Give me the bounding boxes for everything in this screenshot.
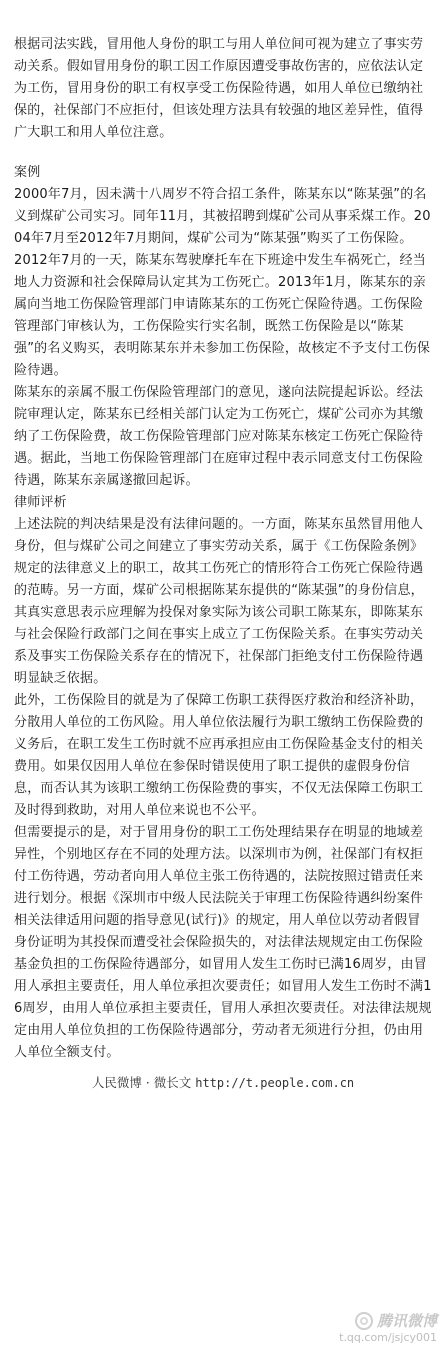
commentary-heading: 律师评析 xyxy=(14,495,67,510)
source-footer xyxy=(14,1074,432,1092)
watermark-title: 腾讯微博 xyxy=(376,1312,437,1330)
tencent-weibo-logo-icon xyxy=(355,1312,373,1330)
source-url[interactable]: http://t.people.com.cn xyxy=(195,1076,355,1090)
source-label: 人民微博 · 微长文 xyxy=(91,1075,192,1090)
watermark-url: t.qq.com/jsjcy001 xyxy=(339,1331,437,1344)
commentary-paragraph-1: 上述法院的判决结果是没有法律问题的。一方面，陈某东虽然冒用他人身份，但与煤矿公司之间建立了事实劳动关系，属于《工伤保险条例》规定的法律意义上的职工，故其工伤死亡的情形符合工伤死亡保险待遇的范畴。另一方面，煤矿公司根据陈某东提供的“陈某强”的身份信息，其真实意思表示应理解为投保对象实际为该公司职工陈某东，即陈某东与社会保险行政部门之间在事实上成立了工伤保险关系。在事实劳动关系及事实工伤保险关系存在的情况下，社保部门拒绝支付工伤保险待遇明显缺乏依据。 xyxy=(14,517,424,686)
section-gap xyxy=(14,144,432,162)
case-paragraph-2: 2012年7月的一天，陈某东驾驶摩托车在下班途中发生车祸死亡，经当地人力资源和社会保障局认定其为工伤死亡。2013年1月，陈某东的亲属向当地工伤保险管理部门申请陈某东的工伤死亡保险待遇。工伤保险管理部门审核认为，工伤保险实行实名制，既然工伤保险是以“陈某强”的名义购买，表明陈某东并未参加工伤保险，故核定不予支付工伤保险待遇。 xyxy=(14,253,431,378)
case-paragraph-3: 陈某东的亲属不服工伤保险管理部门的意见，遂向法院提起诉讼。经法院审理认定，陈某东已经相关部门认定为工伤死亡，煤矿公司亦为其缴纳了工伤保险费，故工伤保险管理部门应对陈某东核定工伤死亡保险待遇。据此，当地工伤保险管理部门在庭审过程中表示同意支付工伤保险待遇，陈某东亲属遂撤回起诉。 xyxy=(14,385,424,488)
commentary-paragraph-2: 此外，工伤保险目的就是为了保障工伤职工获得医疗救治和经济补助，分散用人单位的工伤风险。用人单位依法履行为职工缴纳工伤保险费的义务后，在职工发生工伤时就不应再承担应由工伤保险基金支付的相关费用。如果仅因用人单位在参保时错误使用了职工提供的虚假身份信息，而否认其为该职工缴纳工伤保险费的事实，不仅无法保障工伤职工及时得到救助，对用人单位来说也不公平。 xyxy=(14,693,424,818)
article-body xyxy=(14,34,432,1092)
commentary-paragraph-3: 但需要提示的是，对于冒用身份的职工工伤处理结果存在明显的地域差异性，个别地区存在不同的处理方法。以深圳市为例，社保部门有权拒付工伤待遇，劳动者向用人单位主张工伤待遇的，法院按照过错责任来进行划分。根据《深圳市中级人民法院关于审理工伤保险待遇纠纷案件相关法律适用问题的指导意见(试行)》的规定，用人单位以劳动者假冒身份证明为其投保而遭受社会保险损失的，对法律法规规定由工伤保险基金负担的工伤保险待遇部分，如冒用人发生工伤时已满16周岁，由冒用人承担主要责任，用人单位承担次要责任；如冒用人发生工伤时不满16周岁，由用人单位承担主要责任，冒用人承担次要责任。对法律法规规定由用人单位负担的工伤保险待遇部分，劳动者无须进行分担，仍由用人单位全额支付。 xyxy=(14,825,432,1060)
intro-paragraph: 根据司法实践，冒用他人身份的职工与用人单位间可视为建立了事实劳动关系。假如冒用身份的职工因工作原因遭受事故伤害的，应依法认定为工伤，冒用身份的职工有权享受工伤保险待遇，如用人单位已缴纳社保的，社保部门不应拒付，但该处理方法具有较强的地区差异性，值得广大职工和用人单位注意。 xyxy=(14,37,424,140)
case-heading: 案例 xyxy=(14,165,41,180)
tencent-weibo-watermark xyxy=(339,1310,437,1344)
case-paragraph-1: 2000年7月，因未满十八周岁不符合招工条件，陈某东以“陈某强”的名义到煤矿公司实习。同年11月，其被招聘到煤矿公司从事采煤工作。2004年7月至2012年7月期间，煤矿公司为“陈某强”购买了工伤保险。 xyxy=(14,187,431,246)
